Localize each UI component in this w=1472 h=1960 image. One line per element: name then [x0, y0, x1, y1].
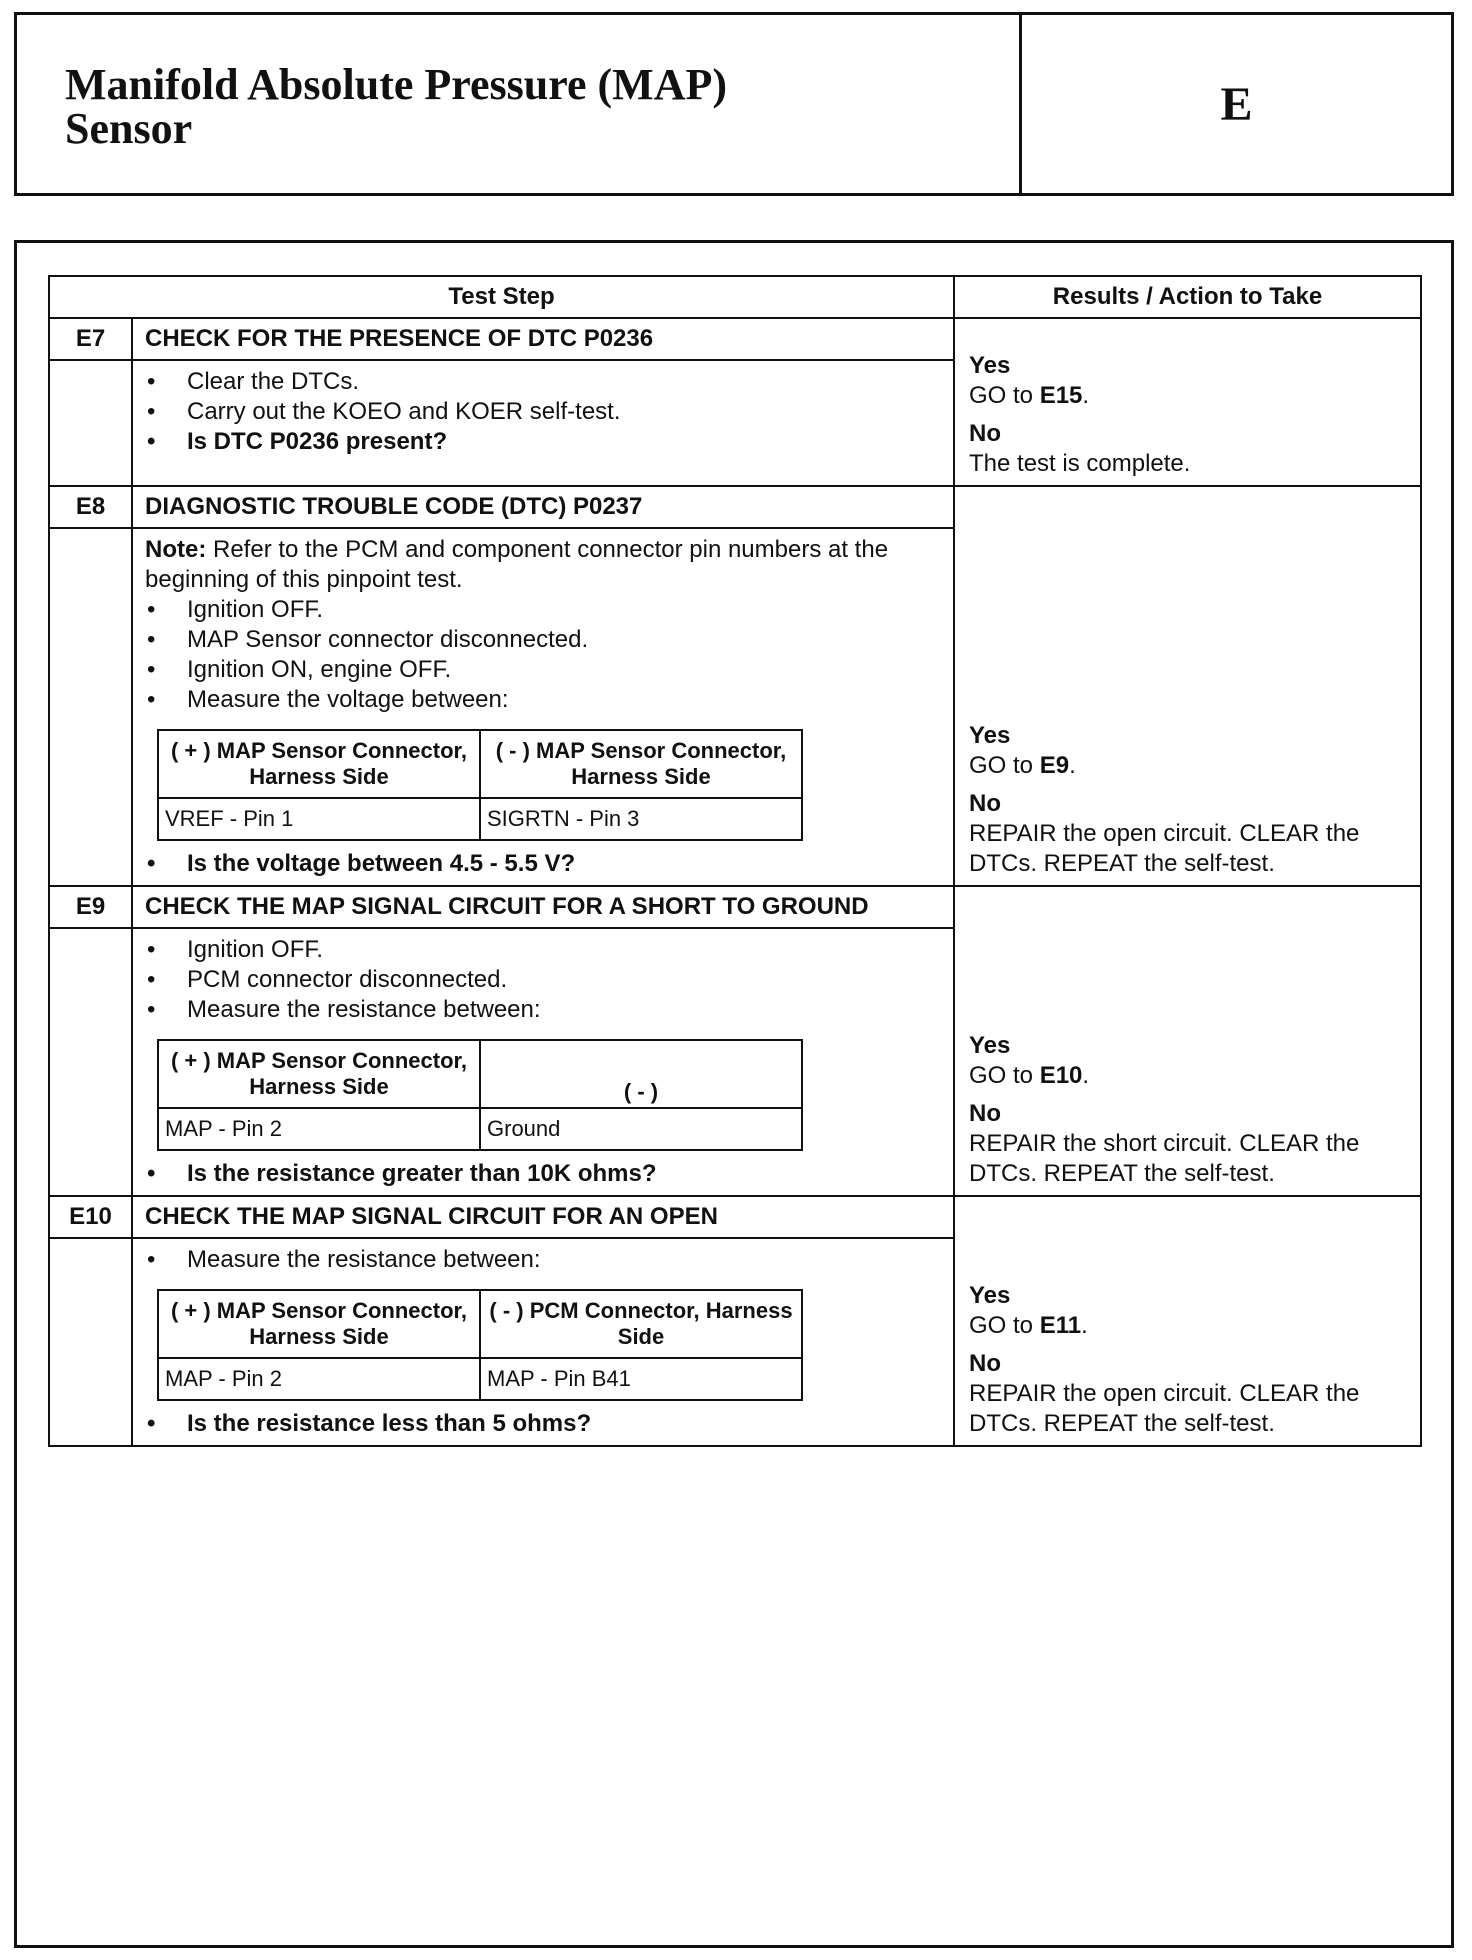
- measure-negative-value: MAP - Pin B41: [480, 1358, 802, 1400]
- yes-action: GO to: [969, 752, 1034, 779]
- yes-suffix: .: [1069, 752, 1076, 779]
- measure-positive-header: ( + ) MAP Sensor Connector, Harness Side: [158, 730, 480, 798]
- yes-target: E11: [1039, 1312, 1082, 1339]
- step-e9-results: [954, 886, 1421, 1196]
- step-code: E8: [49, 486, 132, 528]
- measure-negative-header: ( - ): [480, 1040, 802, 1108]
- yes-label: Yes: [969, 352, 1011, 379]
- step-title: CHECK THE MAP SIGNAL CIRCUIT FOR AN OPEN: [132, 1196, 954, 1238]
- instruction: • Measure the resistance between:: [145, 995, 941, 1025]
- step-body: [132, 1238, 954, 1446]
- no-action: The test is complete.: [969, 450, 1191, 477]
- step-question: [145, 849, 941, 879]
- col-results: Results / Action to Take: [954, 276, 1421, 318]
- measurement-table: [157, 1289, 803, 1401]
- step-code-spacer: [49, 528, 132, 886]
- measure-positive-value: VREF - Pin 1: [158, 798, 480, 840]
- yes-suffix: .: [1082, 1062, 1090, 1089]
- pinpoint-test-table: [48, 275, 1422, 1447]
- instruction: • Ignition OFF.: [145, 935, 941, 965]
- yes-action: GO to: [969, 1062, 1034, 1089]
- measure-positive-header: ( + ) MAP Sensor Connector, Harness Side: [158, 1290, 480, 1358]
- no-action: REPAIR the open circuit. CLEAR the DTCs. REPEAT the self-test.: [969, 820, 1360, 877]
- yes-label: Yes: [969, 722, 1011, 749]
- step-e8-results: [954, 486, 1421, 886]
- section-code: E: [1019, 15, 1451, 193]
- measure-positive-value: MAP - Pin 2: [158, 1358, 480, 1400]
- question: • Is the voltage between 4.5 - 5.5 V?: [145, 849, 941, 879]
- step-e10-results: [954, 1196, 1421, 1446]
- measurement-table: [157, 1039, 803, 1151]
- table-header-row: [49, 276, 1421, 318]
- step-title: CHECK FOR THE PRESENCE OF DTC P0236: [132, 318, 954, 360]
- instruction: • Clear the DTCs.: [145, 367, 941, 397]
- measure-negative-header: ( - ) MAP Sensor Connector, Harness Side: [480, 730, 802, 798]
- question: • Is DTC P0236 present?: [145, 427, 941, 457]
- step-body: [132, 360, 954, 486]
- measure-negative-header: ( - ) PCM Connector, Harness Side: [480, 1290, 802, 1358]
- no-label: No: [969, 420, 1001, 447]
- no-label: No: [969, 790, 1001, 817]
- step-code-spacer: [49, 1238, 132, 1446]
- yes-suffix: .: [1082, 382, 1090, 409]
- measure-positive-header: ( + ) MAP Sensor Connector, Harness Side: [158, 1040, 480, 1108]
- step-code: E10: [49, 1196, 132, 1238]
- step-code-spacer: [49, 360, 132, 486]
- measure-positive-value: MAP - Pin 2: [158, 1108, 480, 1150]
- step-instructions: [145, 367, 941, 457]
- note-text: Refer to the PCM and component connector pin numbers at the beginning of this pinpoint test.: [145, 536, 889, 593]
- yes-target: E9: [1039, 752, 1070, 779]
- instruction: • PCM connector disconnected.: [145, 965, 941, 995]
- yes-label: Yes: [969, 1032, 1011, 1059]
- yes-action: GO to: [969, 1312, 1034, 1339]
- step-code: E7: [49, 318, 132, 360]
- step-title: CHECK THE MAP SIGNAL CIRCUIT FOR A SHORT TO GROUND: [132, 886, 954, 928]
- page-title-line1: Manifold Absolute Pressure (MAP): [65, 60, 727, 109]
- step-instructions: [145, 595, 941, 715]
- yes-target: E10: [1039, 1062, 1083, 1089]
- step-e7-results: [954, 318, 1421, 486]
- instruction: • Carry out the KOEO and KOER self-test.: [145, 397, 941, 427]
- measure-negative-value: Ground: [480, 1108, 802, 1150]
- yes-target: E15: [1039, 382, 1083, 409]
- instruction: • Measure the resistance between:: [145, 1245, 941, 1275]
- no-action: REPAIR the short circuit. CLEAR the DTCs. REPEAT the self-test.: [969, 1130, 1360, 1187]
- no-label: No: [969, 1350, 1001, 1377]
- page-title-line2: Sensor: [65, 104, 193, 153]
- step-e7-title-row: [49, 318, 1421, 360]
- step-e8-title-row: [49, 486, 1421, 528]
- no-action: REPAIR the open circuit. CLEAR the DTCs. REPEAT the self-test.: [969, 1380, 1360, 1437]
- question: • Is the resistance less than 5 ohms?: [145, 1409, 941, 1439]
- measure-negative-value: SIGRTN - Pin 3: [480, 798, 802, 840]
- step-body: [132, 928, 954, 1196]
- yes-action: GO to: [969, 382, 1034, 409]
- instruction: • MAP Sensor connector disconnected.: [145, 625, 941, 655]
- step-code-spacer: [49, 928, 132, 1196]
- step-question: [145, 1159, 941, 1189]
- no-label: No: [969, 1100, 1001, 1127]
- instruction: • Ignition ON, engine OFF.: [145, 655, 941, 685]
- step-body: [132, 528, 954, 886]
- step-e10-title-row: [49, 1196, 1421, 1238]
- step-note: [145, 535, 941, 595]
- note-label: Note:: [145, 536, 207, 563]
- step-code: E9: [49, 886, 132, 928]
- step-instructions: [145, 935, 941, 1025]
- instruction: • Ignition OFF.: [145, 595, 941, 625]
- yes-suffix: .: [1081, 1312, 1088, 1339]
- step-title: DIAGNOSTIC TROUBLE CODE (DTC) P0237: [132, 486, 954, 528]
- step-question: [145, 1409, 941, 1439]
- page-header: [14, 12, 1454, 196]
- measurement-table: [157, 729, 803, 841]
- page-title: [17, 15, 1019, 193]
- yes-label: Yes: [969, 1282, 1011, 1309]
- step-e9-title-row: [49, 886, 1421, 928]
- instruction: • Measure the voltage between:: [145, 685, 941, 715]
- question: • Is the resistance greater than 10K ohms?: [145, 1159, 941, 1189]
- col-test-step: Test Step: [49, 276, 954, 318]
- step-instructions: [145, 1245, 941, 1275]
